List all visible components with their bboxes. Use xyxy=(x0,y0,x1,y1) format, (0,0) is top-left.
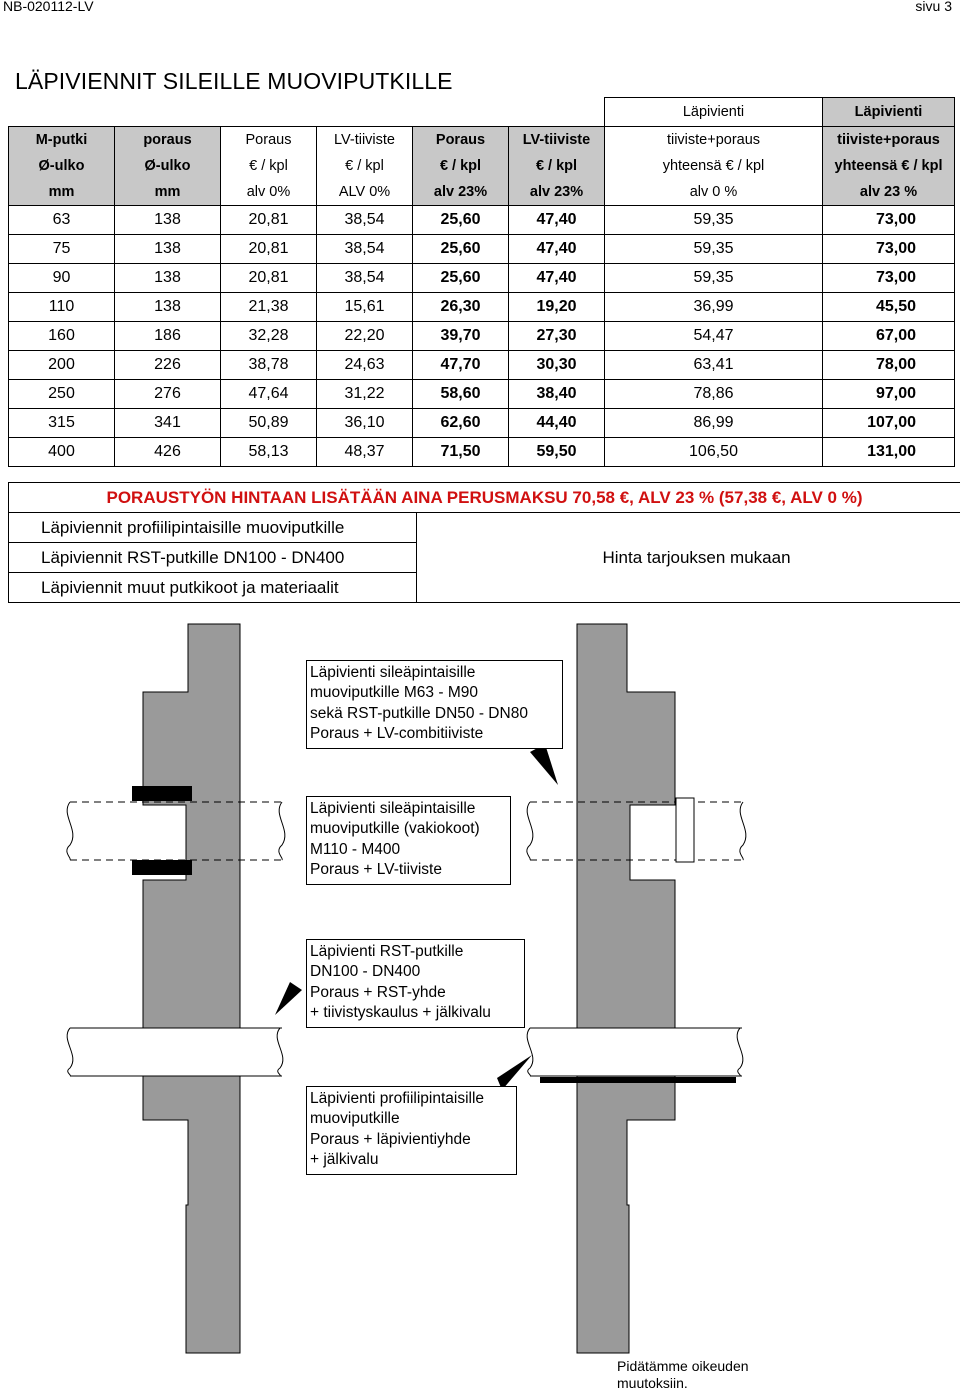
header-group-1: Läpivienti xyxy=(605,98,823,127)
table-cell: 63 xyxy=(9,206,115,235)
header-cell: € / kpl xyxy=(221,153,317,179)
table-cell: 59,35 xyxy=(605,206,823,235)
table-cell: 25,60 xyxy=(413,206,509,235)
table-cell: 19,20 xyxy=(509,293,605,322)
arrow xyxy=(530,744,558,785)
header-cell: € / kpl xyxy=(413,153,509,179)
header-cell: Ø-ulko xyxy=(9,153,115,179)
table-cell: 400 xyxy=(9,438,115,467)
table-cell: 44,40 xyxy=(509,409,605,438)
table-cell: 58,13 xyxy=(221,438,317,467)
table-cell: 315 xyxy=(9,409,115,438)
table-cell: 38,54 xyxy=(317,235,413,264)
header-cell: alv 23% xyxy=(509,179,605,206)
table-cell: 138 xyxy=(115,235,221,264)
table-cell: 38,78 xyxy=(221,351,317,380)
table-cell: 30,30 xyxy=(509,351,605,380)
table-cell: 47,40 xyxy=(509,235,605,264)
header-cell: € / kpl xyxy=(317,153,413,179)
header-cell: Poraus xyxy=(221,127,317,154)
table-cell: 21,38 xyxy=(221,293,317,322)
header-cell: Ø-ulko xyxy=(115,153,221,179)
callout-profile-pipes: Läpivienti profiilipintaisille muoviputkille Poraus + läpivientiyhde + jälkivalu xyxy=(306,1086,517,1175)
table-cell: 45,50 xyxy=(823,293,955,322)
table-cell: 63,41 xyxy=(605,351,823,380)
table-cell: 47,40 xyxy=(509,206,605,235)
table-cell: 59,50 xyxy=(509,438,605,467)
table-cell: 36,10 xyxy=(317,409,413,438)
table-cell: 73,00 xyxy=(823,264,955,293)
header-cell: Poraus xyxy=(413,127,509,154)
table-cell: 47,70 xyxy=(413,351,509,380)
table-cell: 160 xyxy=(9,322,115,351)
table-cell: 200 xyxy=(9,351,115,380)
table-cell: 250 xyxy=(9,380,115,409)
table-cell: 110 xyxy=(9,293,115,322)
table-cell: 20,81 xyxy=(221,206,317,235)
table-cell: 107,00 xyxy=(823,409,955,438)
table-cell: 50,89 xyxy=(221,409,317,438)
table-cell: 67,00 xyxy=(823,322,955,351)
table-cell: 38,54 xyxy=(317,206,413,235)
header-group-2: Läpivienti xyxy=(823,98,955,127)
table-cell: 31,22 xyxy=(317,380,413,409)
table-cell: 48,37 xyxy=(317,438,413,467)
pipe-rst xyxy=(67,1028,743,1083)
header-cell: alv 23 % xyxy=(823,179,955,206)
table-cell: 59,35 xyxy=(605,264,823,293)
table-cell: 26,30 xyxy=(413,293,509,322)
table-cell: 47,64 xyxy=(221,380,317,409)
table-cell: 75 xyxy=(9,235,115,264)
table-cell: 131,00 xyxy=(823,438,955,467)
table-cell: 27,30 xyxy=(509,322,605,351)
header-cell: poraus xyxy=(115,127,221,154)
table-cell: 20,81 xyxy=(221,264,317,293)
page-number: sivu 3 xyxy=(915,0,952,14)
table-cell: 25,60 xyxy=(413,235,509,264)
table-cell: 20,81 xyxy=(221,235,317,264)
note-item: Läpiviennit profiilipintaisille muoviputkille xyxy=(9,513,417,543)
left-wall xyxy=(143,624,240,1353)
table-cell: 138 xyxy=(115,264,221,293)
header-cell: yhteensä € / kpl xyxy=(823,153,955,179)
header-cell: LV-tiiviste xyxy=(317,127,413,154)
table-cell: 54,47 xyxy=(605,322,823,351)
table-cell: 138 xyxy=(115,206,221,235)
header-cell: alv 0% xyxy=(221,179,317,206)
arrow xyxy=(275,982,302,1015)
table-cell: 276 xyxy=(115,380,221,409)
table-cell: 86,99 xyxy=(605,409,823,438)
table-cell: 71,50 xyxy=(413,438,509,467)
table-cell: 138 xyxy=(115,293,221,322)
right-wall xyxy=(577,624,675,1353)
header-cell: yhteensä € / kpl xyxy=(605,153,823,179)
table-cell: 25,60 xyxy=(413,264,509,293)
arrow xyxy=(497,1055,532,1090)
table-cell: 97,00 xyxy=(823,380,955,409)
header-cell: ALV 0% xyxy=(317,179,413,206)
table-cell: 106,50 xyxy=(605,438,823,467)
header-cell: alv 23% xyxy=(413,179,509,206)
table-cell: 73,00 xyxy=(823,235,955,264)
document-id: NB-020112-LV xyxy=(3,0,94,14)
callout-standard-pipes: Läpivienti sileäpintaisille muoviputkille (vakiokoot) M110 - M400 Poraus + LV-tiiviste xyxy=(306,796,511,885)
header-cell: mm xyxy=(9,179,115,206)
callout-rst-pipes: Läpivienti RST-putkille DN100 - DN400 Poraus + RST-yhde + tiivistyskaulus + jälkivalu xyxy=(306,939,525,1028)
header-cell: mm xyxy=(115,179,221,206)
table-cell: 36,99 xyxy=(605,293,823,322)
table-cell: 38,54 xyxy=(317,264,413,293)
basic-fee-note: PORAUSTYÖN HINTAAN LISÄTÄÄN AINA PERUSMAKSU 70,58 €, ALV 23 % (57,38 €, ALV 0 %) xyxy=(9,483,960,513)
price-note: Hinta tarjouksen mukaan xyxy=(417,513,960,603)
table-cell: 58,60 xyxy=(413,380,509,409)
table-cell: 78,00 xyxy=(823,351,955,380)
table-cell: 24,63 xyxy=(317,351,413,380)
header-cell: LV-tiiviste xyxy=(509,127,605,154)
header-cell: tiiviste+poraus xyxy=(823,127,955,154)
table-cell: 62,60 xyxy=(413,409,509,438)
table-cell: 47,40 xyxy=(509,264,605,293)
table-cell: 78,86 xyxy=(605,380,823,409)
page-title: LÄPIVIENNIT SILEILLE MUOVIPUTKILLE xyxy=(15,68,453,95)
table-cell: 22,20 xyxy=(317,322,413,351)
table-cell: 341 xyxy=(115,409,221,438)
note-item: Läpiviennit RST-putkille DN100 - DN400 xyxy=(9,543,417,573)
table-cell: 32,28 xyxy=(221,322,317,351)
note-item: Läpiviennit muut putkikoot ja materiaalit xyxy=(9,573,417,603)
footer-note: Pidätämme oikeuden muutoksiin. xyxy=(617,1358,749,1392)
table-cell: 59,35 xyxy=(605,235,823,264)
table-cell: 73,00 xyxy=(823,206,955,235)
table-cell: 90 xyxy=(9,264,115,293)
callout-small-pipes: Läpivienti sileäpintaisille muoviputkille M63 - M90 sekä RST-putkille DN50 - DN80 Poraus + LV-combitiiviste xyxy=(306,660,563,749)
header-cell: alv 0 % xyxy=(605,179,823,206)
table-cell: 15,61 xyxy=(317,293,413,322)
table-cell: 39,70 xyxy=(413,322,509,351)
header-cell: € / kpl xyxy=(509,153,605,179)
table-cell: 186 xyxy=(115,322,221,351)
table-cell: 226 xyxy=(115,351,221,380)
table-cell: 38,40 xyxy=(509,380,605,409)
header-cell: M-putki xyxy=(9,127,115,154)
table-cell: 426 xyxy=(115,438,221,467)
header-cell: tiiviste+poraus xyxy=(605,127,823,154)
